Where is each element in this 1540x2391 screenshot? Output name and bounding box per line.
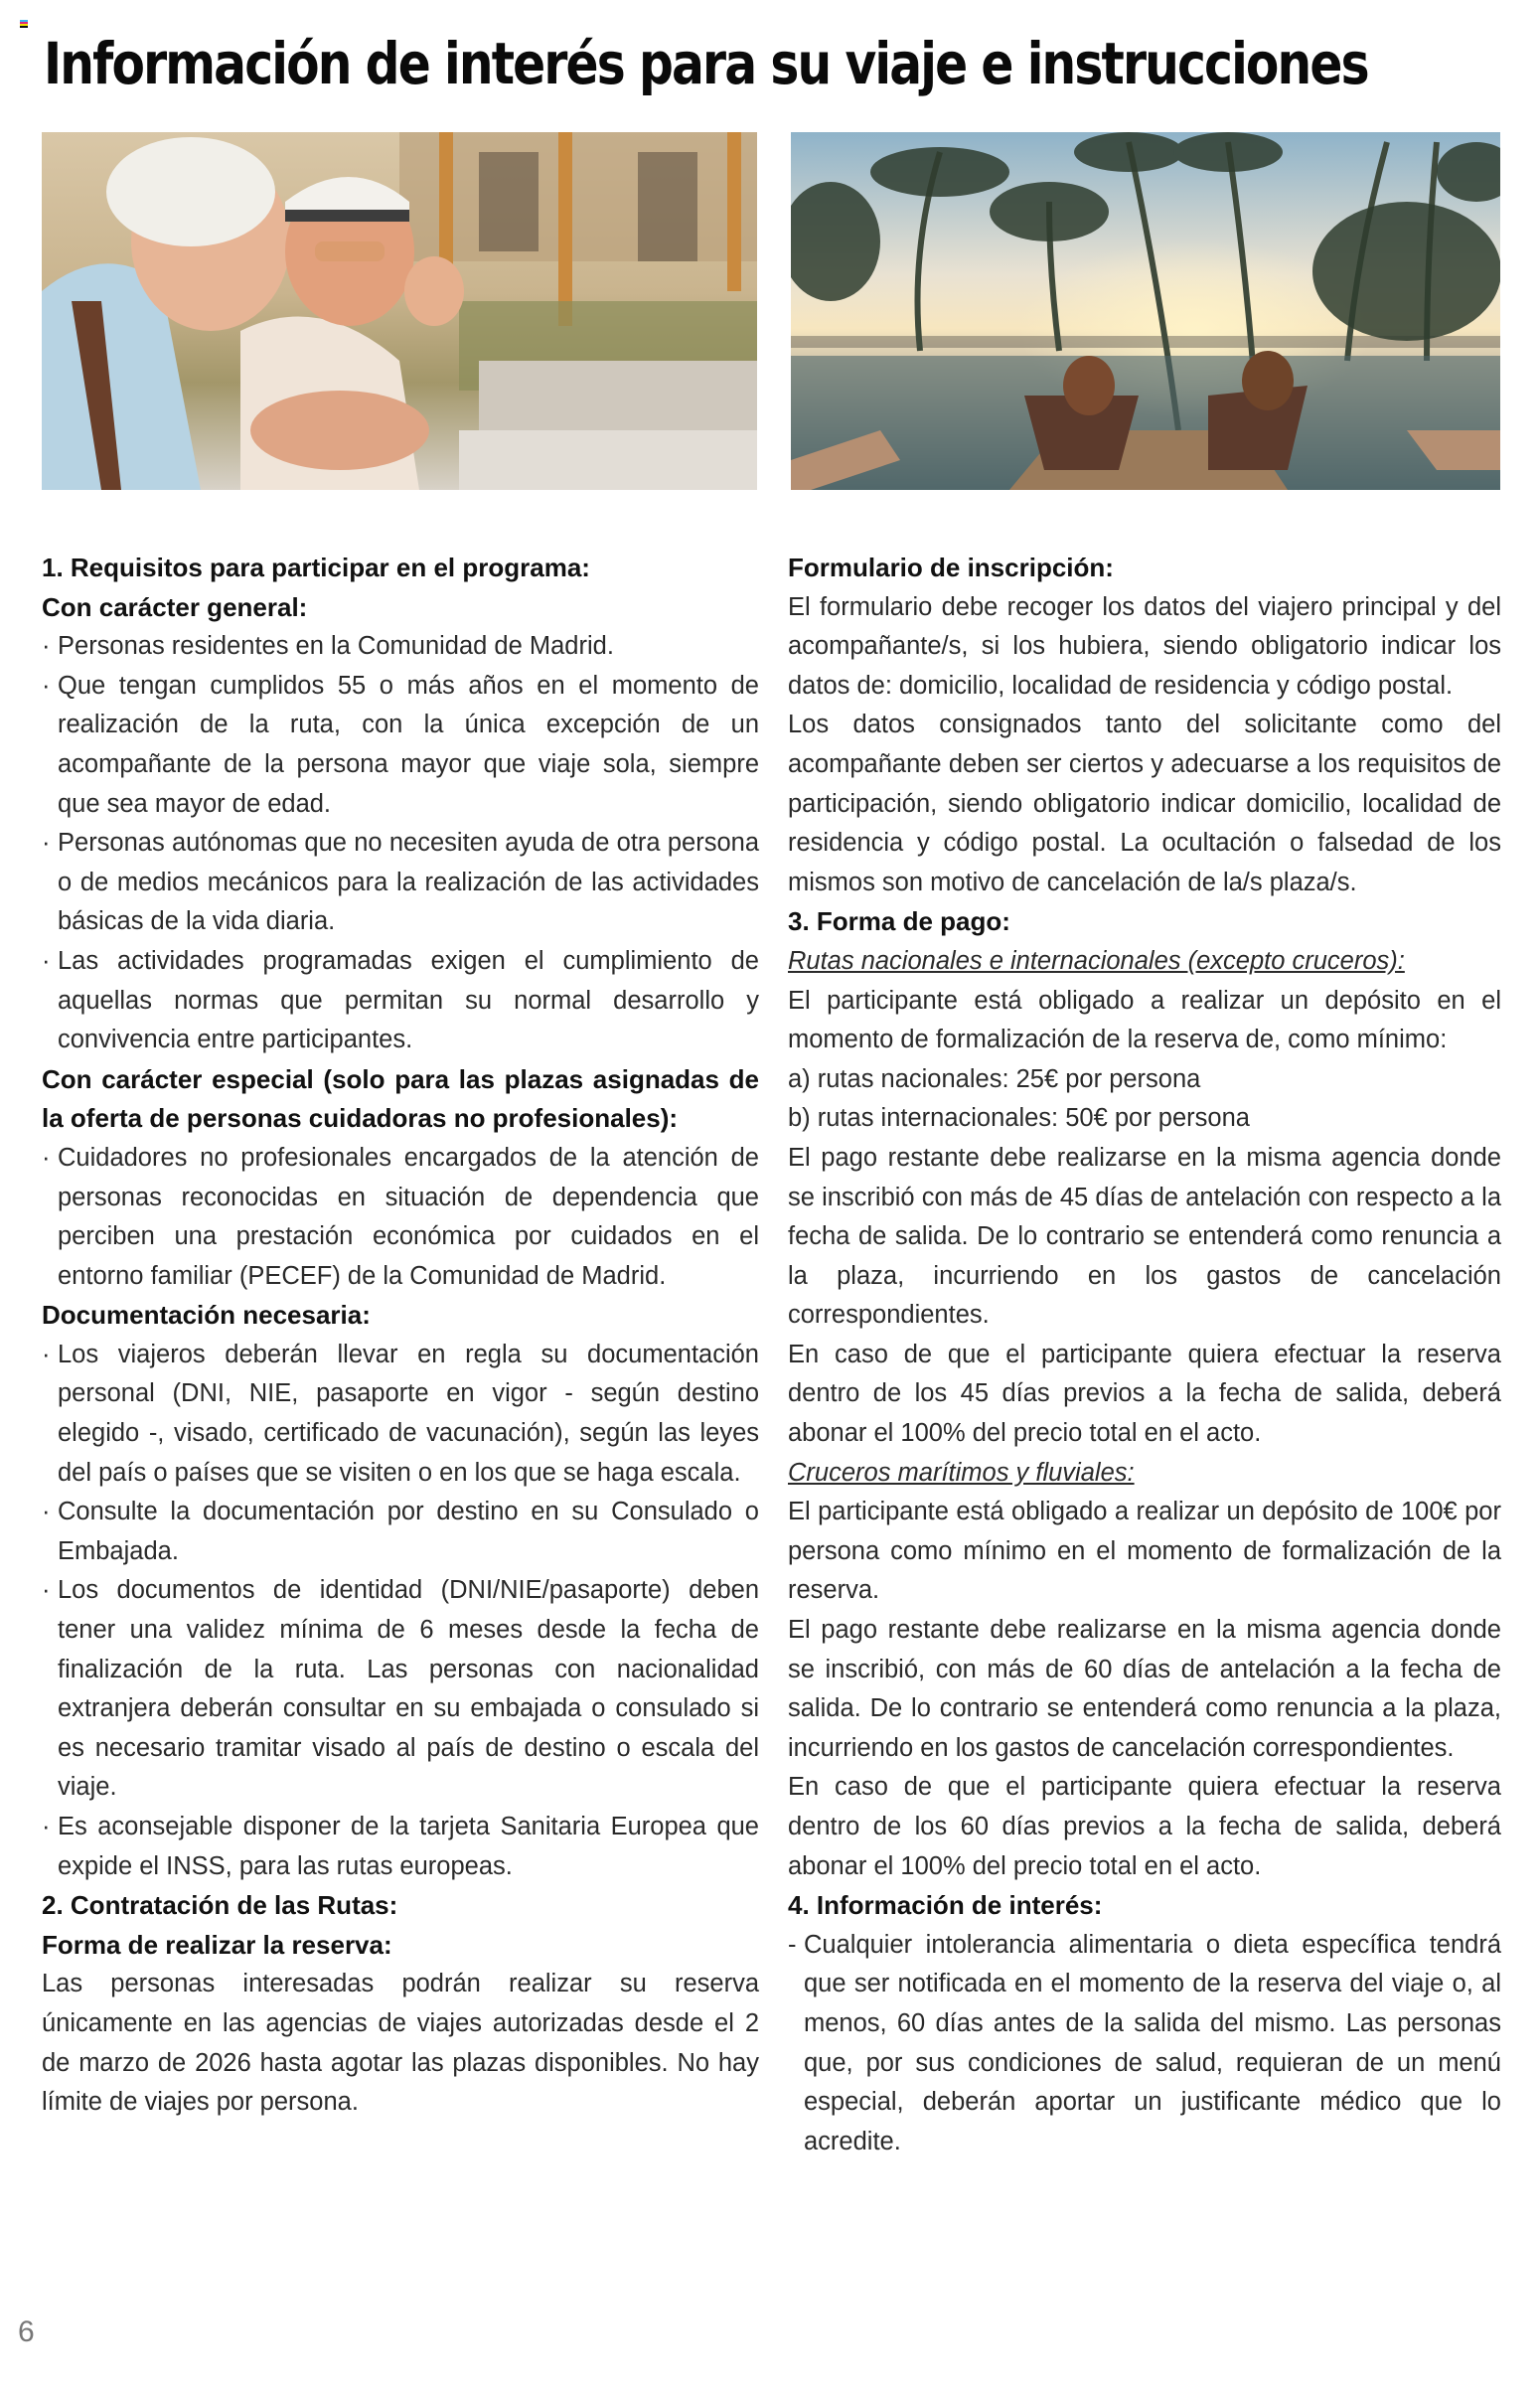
bullet-icon: · (42, 1498, 51, 1526)
cruises-late-booking-text: En caso de que el participante quiera efectuar la reserva dentro de los 60 días previos a la fecha de salida, deberá abonar el 100% del precio total en el acto. (788, 1773, 1501, 1880)
cruises-deposit-text: El participante está obligado a realizar un depósito de 100€ por persona como mínimo en el momento de formalización de la reserva. (788, 1498, 1501, 1605)
bullet-icon: · (42, 1576, 51, 1605)
dash-icon: - (788, 1930, 797, 1959)
section-3-title: 3. Forma de pago: (788, 906, 1010, 937)
bullet-icon: · (42, 946, 51, 975)
bullet-icon: · (42, 1143, 51, 1172)
booking-method-text: Las personas interesadas podrán realizar su reserva únicamente en las agencias de viajes autorizadas desde el 2 de marzo de 2026 hasta agotar las plazas disponibles. No hay límite de viajes por persona. (42, 1970, 759, 2117)
general-requirement-item: · Personas autónomas que no necesiten ayuda de otra persona o de medios mecánicos para la realización de las actividades básicas de la vida diaria. (42, 824, 759, 942)
general-requirements-title: Con carácter general: (42, 591, 308, 622)
interest-info-item: - Cualquier intolerancia alimentaria o dieta específica tendrá que ser notificada en el momento de la reserva del viaje o, al menos, 60 días antes de la salida del mismo. Las personas que, por sus condiciones de salud, requieran de un menú especial, deberán aportar un justificante médico que lo acredite. (788, 1926, 1501, 2162)
registration-form-paragraph: El formulario debe recoger los datos del viajero principal y del acompañante/s, si los hubiera, siendo obligatorio indicar los datos de: domicilio, localidad de residencia y código postal. (788, 592, 1501, 700)
section-2-title: 2. Contratación de las Rutas: (42, 1890, 398, 1921)
senior-couple-image (42, 132, 757, 490)
cruises-payment-subtitle: Cruceros marítimos y fluviales: (788, 1458, 1135, 1487)
special-requirements-title: Con carácter especial (solo para las plazas asignadas de la oferta de personas cuidadoras no profesionales): (42, 1063, 759, 1134)
international-routes-deposit: b) rutas internacionales: 50€ por persona (788, 1104, 1250, 1133)
booking-method-title: Forma de realizar la reserva: (42, 1929, 392, 1960)
documentation-item: · Consulte la documentación por destino en su Consulado o Embajada. (42, 1493, 759, 1571)
bullet-icon: · (42, 829, 51, 858)
routes-payment-subtitle: Rutas nacionales e internacionales (excepto cruceros): (788, 946, 1405, 975)
senior-couple-photo (42, 132, 757, 490)
bullet-icon: · (42, 1340, 51, 1368)
routes-late-booking-text: En caso de que el participante quiera efectuar la reserva dentro de los 45 días previos a la fecha de salida, deberá abonar el 100% del precio total en el acto. (788, 1340, 1501, 1448)
infinity-pool-image (791, 132, 1500, 490)
left-column (42, 549, 759, 2123)
page-title: Información de interés para su viaje e instrucciones (44, 30, 1368, 97)
registration-form-paragraph: Los datos consignados tanto del solicitante como del acompañante deben ser ciertos y adecuarse a los requisitos de participación, siendo obligatorio indicar domicilio, localidad de residencia y código postal. La ocultación o falsedad de los mismos son motivo de cancelación de la/s plaza/s. (788, 711, 1501, 896)
bullet-icon: · (42, 632, 51, 661)
documentation-item: · Los viajeros deberán llevar en regla su documentación personal (DNI, NIE, pasaporte en vigor - según destino elegido -, visado, certificado de vacunación), según las leyes del país o países que se visiten o en los que se haga escala. (42, 1336, 759, 1493)
national-routes-deposit: a) rutas nacionales: 25€ por persona (788, 1064, 1201, 1093)
documentation-title: Documentación necesaria: (42, 1300, 371, 1331)
special-requirement-item: · Cuidadores no profesionales encargados de la atención de personas reconocidas en situación de dependencia que perciben una prestación económica por cuidados en el entorno familiar (PECEF) de la Comunidad de Madrid. (42, 1139, 759, 1296)
section-4-title: 4. Información de interés: (788, 1890, 1103, 1921)
infinity-pool-photo (791, 132, 1500, 490)
registration-form-title: Formulario de inscripción: (788, 553, 1114, 582)
section-1-title: 1. Requisitos para participar en el programa: (42, 553, 590, 582)
documentation-item: · Los documentos de identidad (DNI/NIE/pasaporte) deben tener una validez mínima de 6 meses desde la fecha de finalización de la ruta. Las personas con nacionalidad extranjera deberán consultar en su embajada o consulado si es necesario tramitar visado al país de destino o escala del viaje. (42, 1571, 759, 1808)
page-number: 6 (18, 2315, 35, 2348)
general-requirement-item: · Las actividades programadas exigen el cumplimiento de aquellas normas que permitan su normal desarrollo y convivencia entre participantes. (42, 942, 759, 1060)
bullet-icon: · (42, 671, 51, 700)
bullet-icon: · (42, 1813, 51, 1840)
right-column (788, 549, 1501, 2161)
routes-remaining-payment-text: El pago restante debe realizarse en la misma agencia donde se inscribió con más de 45 días de antelación con respecto a la fecha de salida. De lo contrario se entenderá como renuncia a la plaza, incurriendo en los gastos de cancelación correspondientes. (788, 1143, 1501, 1330)
general-requirement-item: · Personas residentes en la Comunidad de Madrid. (42, 627, 759, 667)
cruises-remaining-payment-text: El pago restante debe realizarse en la misma agencia donde se inscribió, con más de 60 días de antelación a la fecha de salida. De lo contrario se entenderá como renuncia a la plaza, incurriendo en los gastos de cancelación correspondientes. (788, 1616, 1501, 1762)
routes-deposit-text: El participante está obligado a realizar un depósito en el momento de formalización de la reserva de, como mínimo: (788, 986, 1501, 1054)
print-color-mark (20, 20, 28, 28)
general-requirement-item: · Que tengan cumplidos 55 o más años en el momento de realización de la ruta, con la única excepción de un acompañante de la persona mayor que viaje sola, siempre que sea mayor de edad. (42, 667, 759, 824)
documentation-item: · Es aconsejable disponer de la tarjeta Sanitaria Europea que expide el INSS, para las rutas europeas. (42, 1808, 759, 1886)
